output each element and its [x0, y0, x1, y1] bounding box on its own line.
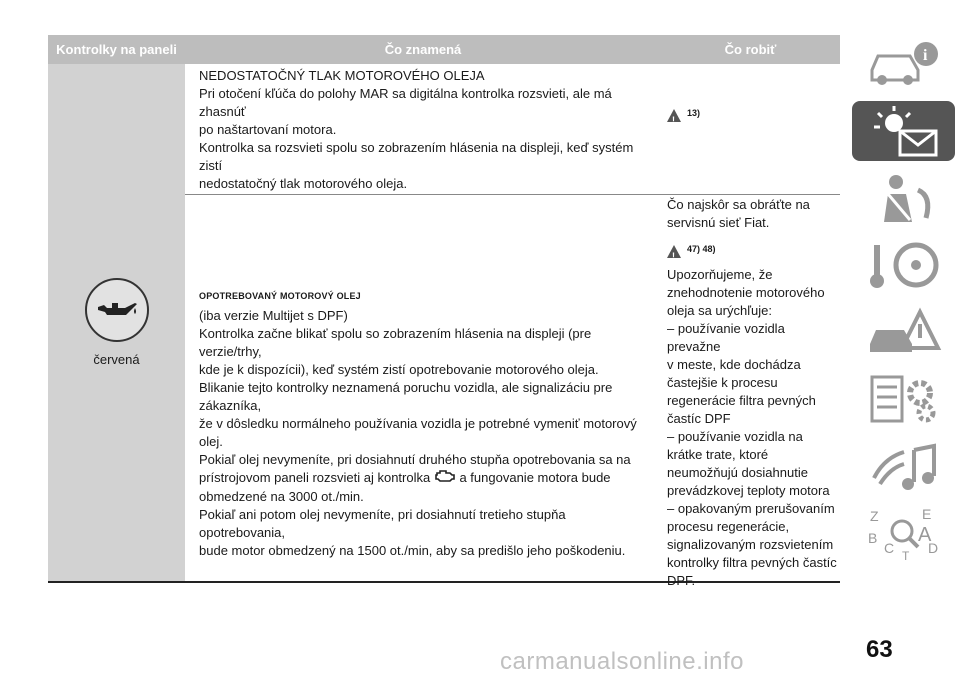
line: obmedzené na 3000 ot./min. — [199, 489, 364, 505]
warning-lights-table — [48, 35, 840, 588]
table-header — [48, 35, 840, 64]
line: signalizovaným rozsvietením — [667, 537, 834, 552]
line: neumožňujú dosiahnutie — [667, 465, 808, 480]
line: (iba verzie Multijet s DPF) — [199, 308, 348, 323]
tab-emergency[interactable] — [852, 302, 955, 362]
line: častejšie k procesu — [667, 375, 778, 390]
reference-number: 13) — [687, 108, 701, 118]
car-info-icon — [864, 36, 944, 92]
line: regenerácie filtra pevných — [667, 393, 816, 408]
header-meaning: Čo znamená — [384, 42, 462, 57]
index-letter: A — [917, 524, 931, 546]
line: Pokiaľ olej nevymeníte, pri dosiahnutí druhého stupňa opotrebovania sa na — [199, 452, 631, 467]
section-heading: OPOTREBOVANÝ MOTOROVÝ OLEJ — [199, 291, 361, 301]
index-letter: C — [883, 540, 894, 556]
multimedia-icon — [864, 438, 944, 494]
line: Pokiaľ ani potom olej nevymeníte, pri dosiahnutí tretieho stupňa opotrebovania, — [199, 507, 566, 541]
index-letter: Z — [869, 508, 879, 524]
line: nedostatočný tlak motorového oleja. — [199, 176, 408, 191]
row-oil-pressure — [185, 64, 840, 195]
color-label: červená — [93, 352, 140, 367]
line: kontrolky filtra pevných častíc — [667, 555, 837, 570]
index-letter: D — [927, 540, 938, 556]
tab-car-info[interactable] — [852, 34, 955, 94]
line: – používanie vozidla na — [667, 429, 803, 444]
meaning-cell — [185, 195, 655, 581]
reference — [667, 240, 840, 258]
line-part: prístrojovom paneli rozsvieti aj kontrolka — [199, 470, 431, 485]
row-worn-oil — [185, 195, 840, 588]
line: servisnú sieť Fiat. — [667, 215, 770, 230]
header-action: Čo robiť — [724, 42, 777, 57]
tab-multimedia[interactable] — [852, 436, 955, 496]
line: NEDOSTATOČNÝ TLAK MOTOROVÉHO OLEJA — [199, 68, 485, 83]
line: v meste, kde dochádza — [667, 357, 801, 372]
line-part: a fungovanie motora bude — [459, 470, 611, 485]
seat-belt-icon — [864, 170, 944, 226]
content-column — [185, 64, 840, 588]
line: procesu regenerácie, — [667, 519, 790, 534]
service-gear-icon — [864, 371, 944, 427]
line-with-icon — [199, 469, 655, 488]
chapter-sidebar — [852, 34, 955, 570]
tab-driving[interactable] — [852, 235, 955, 295]
warning-triangle-icon — [667, 109, 681, 122]
warning-triangle-icon — [667, 245, 681, 258]
line: oleja sa urýchľuje: — [667, 303, 772, 318]
engine-check-icon — [434, 469, 456, 488]
line: krátke trate, ktoré — [667, 447, 769, 462]
action-cell — [655, 195, 840, 588]
action-cell — [655, 64, 840, 194]
line: bude motor obmedzený na 1500 ot./min, aby sa predišlo jeho poškodeniu. — [199, 543, 626, 559]
tab-warning-lights[interactable] — [852, 101, 955, 161]
line: častíc DPF — [667, 411, 731, 426]
tab-maintenance[interactable] — [852, 369, 955, 429]
line: Blikanie tejto kontrolky neznamená poruchu vozidla, ale signalizáciu pre zákazníka, — [199, 380, 613, 413]
tab-safety[interactable] — [852, 168, 955, 228]
line: – opakovaným prerušovaním — [667, 501, 835, 516]
line: prevádzkovej teploty motora — [667, 483, 830, 498]
line: Upozorňujeme, že — [667, 267, 773, 282]
line: DPF. — [667, 573, 696, 588]
watermark: carmanualsonline.info — [500, 648, 744, 675]
reference-number: 47) 48) — [687, 244, 716, 254]
line: znehodnotenie motorového — [667, 285, 825, 300]
line: Kontrolka sa rozsvieti spolu so zobrazením hlásenia na displeji, keď systém zistí — [199, 140, 634, 173]
tab-index[interactable] — [852, 503, 955, 563]
index-letter: B — [867, 530, 877, 546]
line: Kontrolka začne blikať spolu so zobrazením hlásenia na displeji (pre verzie/trhy, — [199, 326, 592, 359]
oil-pressure-icon — [85, 278, 149, 342]
line: – používanie vozidla prevažne — [667, 321, 785, 354]
index-letters-icon — [864, 505, 944, 561]
line: po naštartovaní motora. — [199, 122, 337, 137]
index-letter: E — [921, 506, 931, 522]
breakdown-icon — [864, 304, 944, 360]
line: Pri otočení kľúča do polohy MAR sa digitálna kontrolka rozsvieti, ale má zhasnúť — [199, 86, 612, 119]
header-panel: Kontrolky na paneli — [56, 42, 177, 57]
panel-column — [48, 64, 185, 581]
index-letter: T — [901, 549, 909, 561]
steering-key-icon — [864, 237, 944, 293]
line: kde je k dispozícii), keď systém zistí opotrebovanie motorového oleja. — [199, 362, 599, 377]
reference — [667, 104, 840, 122]
line: Čo najskôr sa obráťte na — [667, 197, 810, 212]
page-number: 63 — [866, 636, 893, 663]
table-body — [48, 64, 840, 588]
line: že v dôsledku normálneho používania vozidla je potrebné vymeniť motorový olej. — [199, 416, 637, 449]
meaning-cell — [185, 64, 655, 194]
svg-text:i: i — [922, 47, 927, 64]
warning-light-icon — [864, 103, 944, 159]
